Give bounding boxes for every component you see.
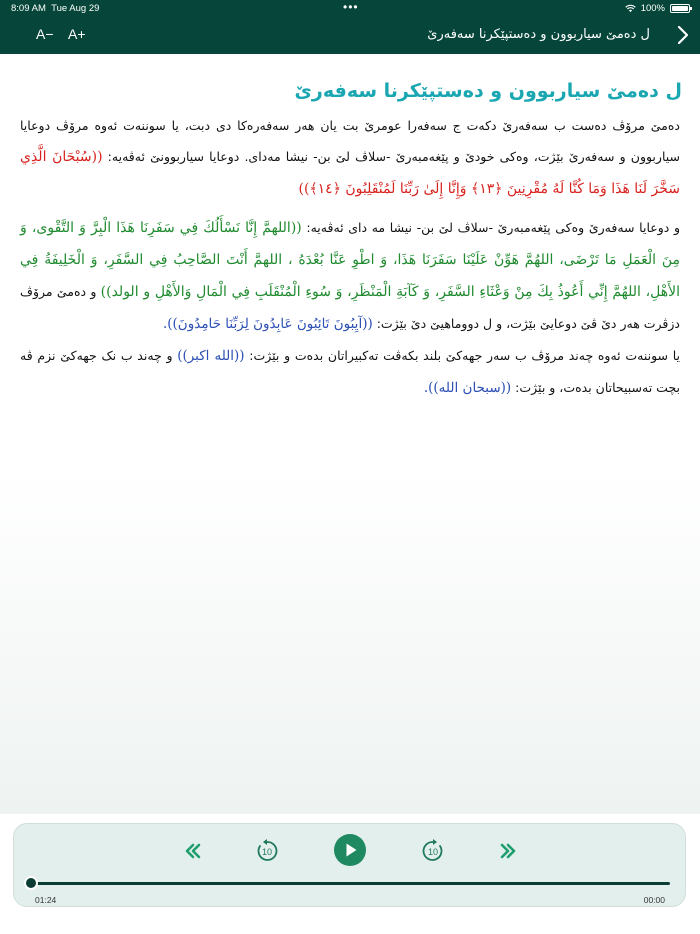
nav-bar — [0, 18, 700, 54]
paragraph-2-text: و دوعایا سەفەرێ وەکی پێغەمبەرێ -سلاڤ لێ بن- نیشا مە دای ئەڤەیە: — [301, 220, 680, 235]
takbir-quote: ((الله اكبر)) — [177, 348, 245, 364]
elapsed-time: 01:24 — [35, 895, 57, 905]
paragraph-3-text: یا سوننەت ئەوە چەند مرۆڤ ب سەر جهەکێ بلند بکەڤت تەکبیراتان بدەت و بێژت: — [244, 348, 680, 363]
rewind-icon[interactable] — [180, 838, 206, 864]
paragraph-3-text-2: و چەند ب نک جهەکێ نزم ڤە بچت تەسبیحاتان بدەت، و بێژت: — [20, 348, 680, 395]
article-content[interactable] — [0, 54, 700, 814]
skip-forward-10-icon[interactable] — [420, 838, 446, 864]
wifi-icon — [625, 4, 636, 13]
progress-track[interactable] — [27, 882, 670, 885]
paragraph-2 — [20, 212, 680, 340]
paragraph-1-text: دەمێ مرۆڤ دەست ب سەفەرێ دکەت ج سەفەرا عومرێ بت یان هەر سەفەرەکا دی دبت، یا سوننەت ئەوە مرۆڤ دوعایا سیاربوون و سەفەرێ بێژت، وەکی خودێ و پێغەمبەرێ -سلاڤ لێ بن- نیشا مەدای. دوعایا سیاربوونێ ئەڤەیە: — [20, 118, 681, 164]
paragraph-2-text-2: و دەمێ مرۆڤ دزڤرت هەر دێ ڤێ دوعایێ بێژت، و ل دووماهیێ دێ بێژت: — [20, 284, 680, 331]
audio-player — [13, 823, 686, 907]
font-increase-button[interactable]: A+ — [68, 26, 86, 42]
battery-icon — [670, 4, 690, 13]
remaining-time: 00:00 — [643, 895, 665, 905]
tasbih-quote: ((سبحان الله)). — [423, 380, 512, 396]
svg-text:10: 10 — [427, 847, 439, 857]
status-time: 8:09 AM Tue Aug 29 — [11, 3, 100, 14]
play-icon[interactable] — [334, 834, 366, 866]
paragraph-1 — [20, 110, 680, 205]
svg-text:10: 10 — [261, 847, 273, 857]
progress-knob[interactable] — [24, 876, 38, 890]
skip-back-10-icon[interactable] — [254, 838, 280, 864]
nav-title: ل دەمێ سیاربوون و دەستپێکرنا سەفەرێ — [427, 27, 650, 42]
status-right — [625, 3, 690, 14]
battery-percent: 100% — [640, 3, 665, 14]
return-dua: ((آيِبُونَ تَائِبُونَ عَابِدُونَ لِرَبِّنَا حَامِدُونَ)). — [162, 316, 373, 332]
travel-dua: ((اللهمَّ إِنَّا نَسْأَلُكَ فِي سَفَرِنَا هَذَا الْبِرَّ وَ التَّقْوى، وَ مِنَ الْعَمَلِ مَا تَرْضَى، اللهُمَّ هَوِّنْ عَلَيْنَا سَفَرَنَا هَذَا، وَ اطْوِ عَنَّا بُعْدَهُ ، اللهمَّ أَنْتَ الصَّاحِبُ فِي السَّفَرِ، وَ الْخَلِيفَةُ فِي الأَهْلِ، اللهُمَّ إِنِّي أَعُوذُ بِكَ مِنْ وَعْثَاءِ السَّفَرِ، وَ كَآبَةِ الْمَنْظَرِ، وَ سُوءِ الْمُنْقَلَبِ فِي الْمَالِ وَالأَهْلِ و الولد)) — [20, 220, 681, 300]
multitasking-dots-icon[interactable]: ••• — [343, 0, 359, 14]
fast-forward-icon[interactable] — [495, 838, 521, 864]
article-heading: ل دەمێ سیاربوون و دەستپێکرنا سەفەرێ — [294, 80, 682, 102]
status-bar — [0, 0, 700, 18]
quran-verse: ((سُبْحَانَ الَّذِي سَخَّرَ لَنَا هَذَا وَمَا كُنَّا لَهُ مُقْرِنِينَ ﴿١٣﴾ وَإِنَّا إِلَىٰ رَبِّنَا لَمُنْقَلِبُونَ ﴿١٤﴾)) — [20, 149, 680, 197]
font-decrease-button[interactable]: A− — [36, 26, 54, 42]
paragraph-3 — [20, 340, 680, 404]
chevron-right-icon[interactable] — [674, 22, 692, 48]
